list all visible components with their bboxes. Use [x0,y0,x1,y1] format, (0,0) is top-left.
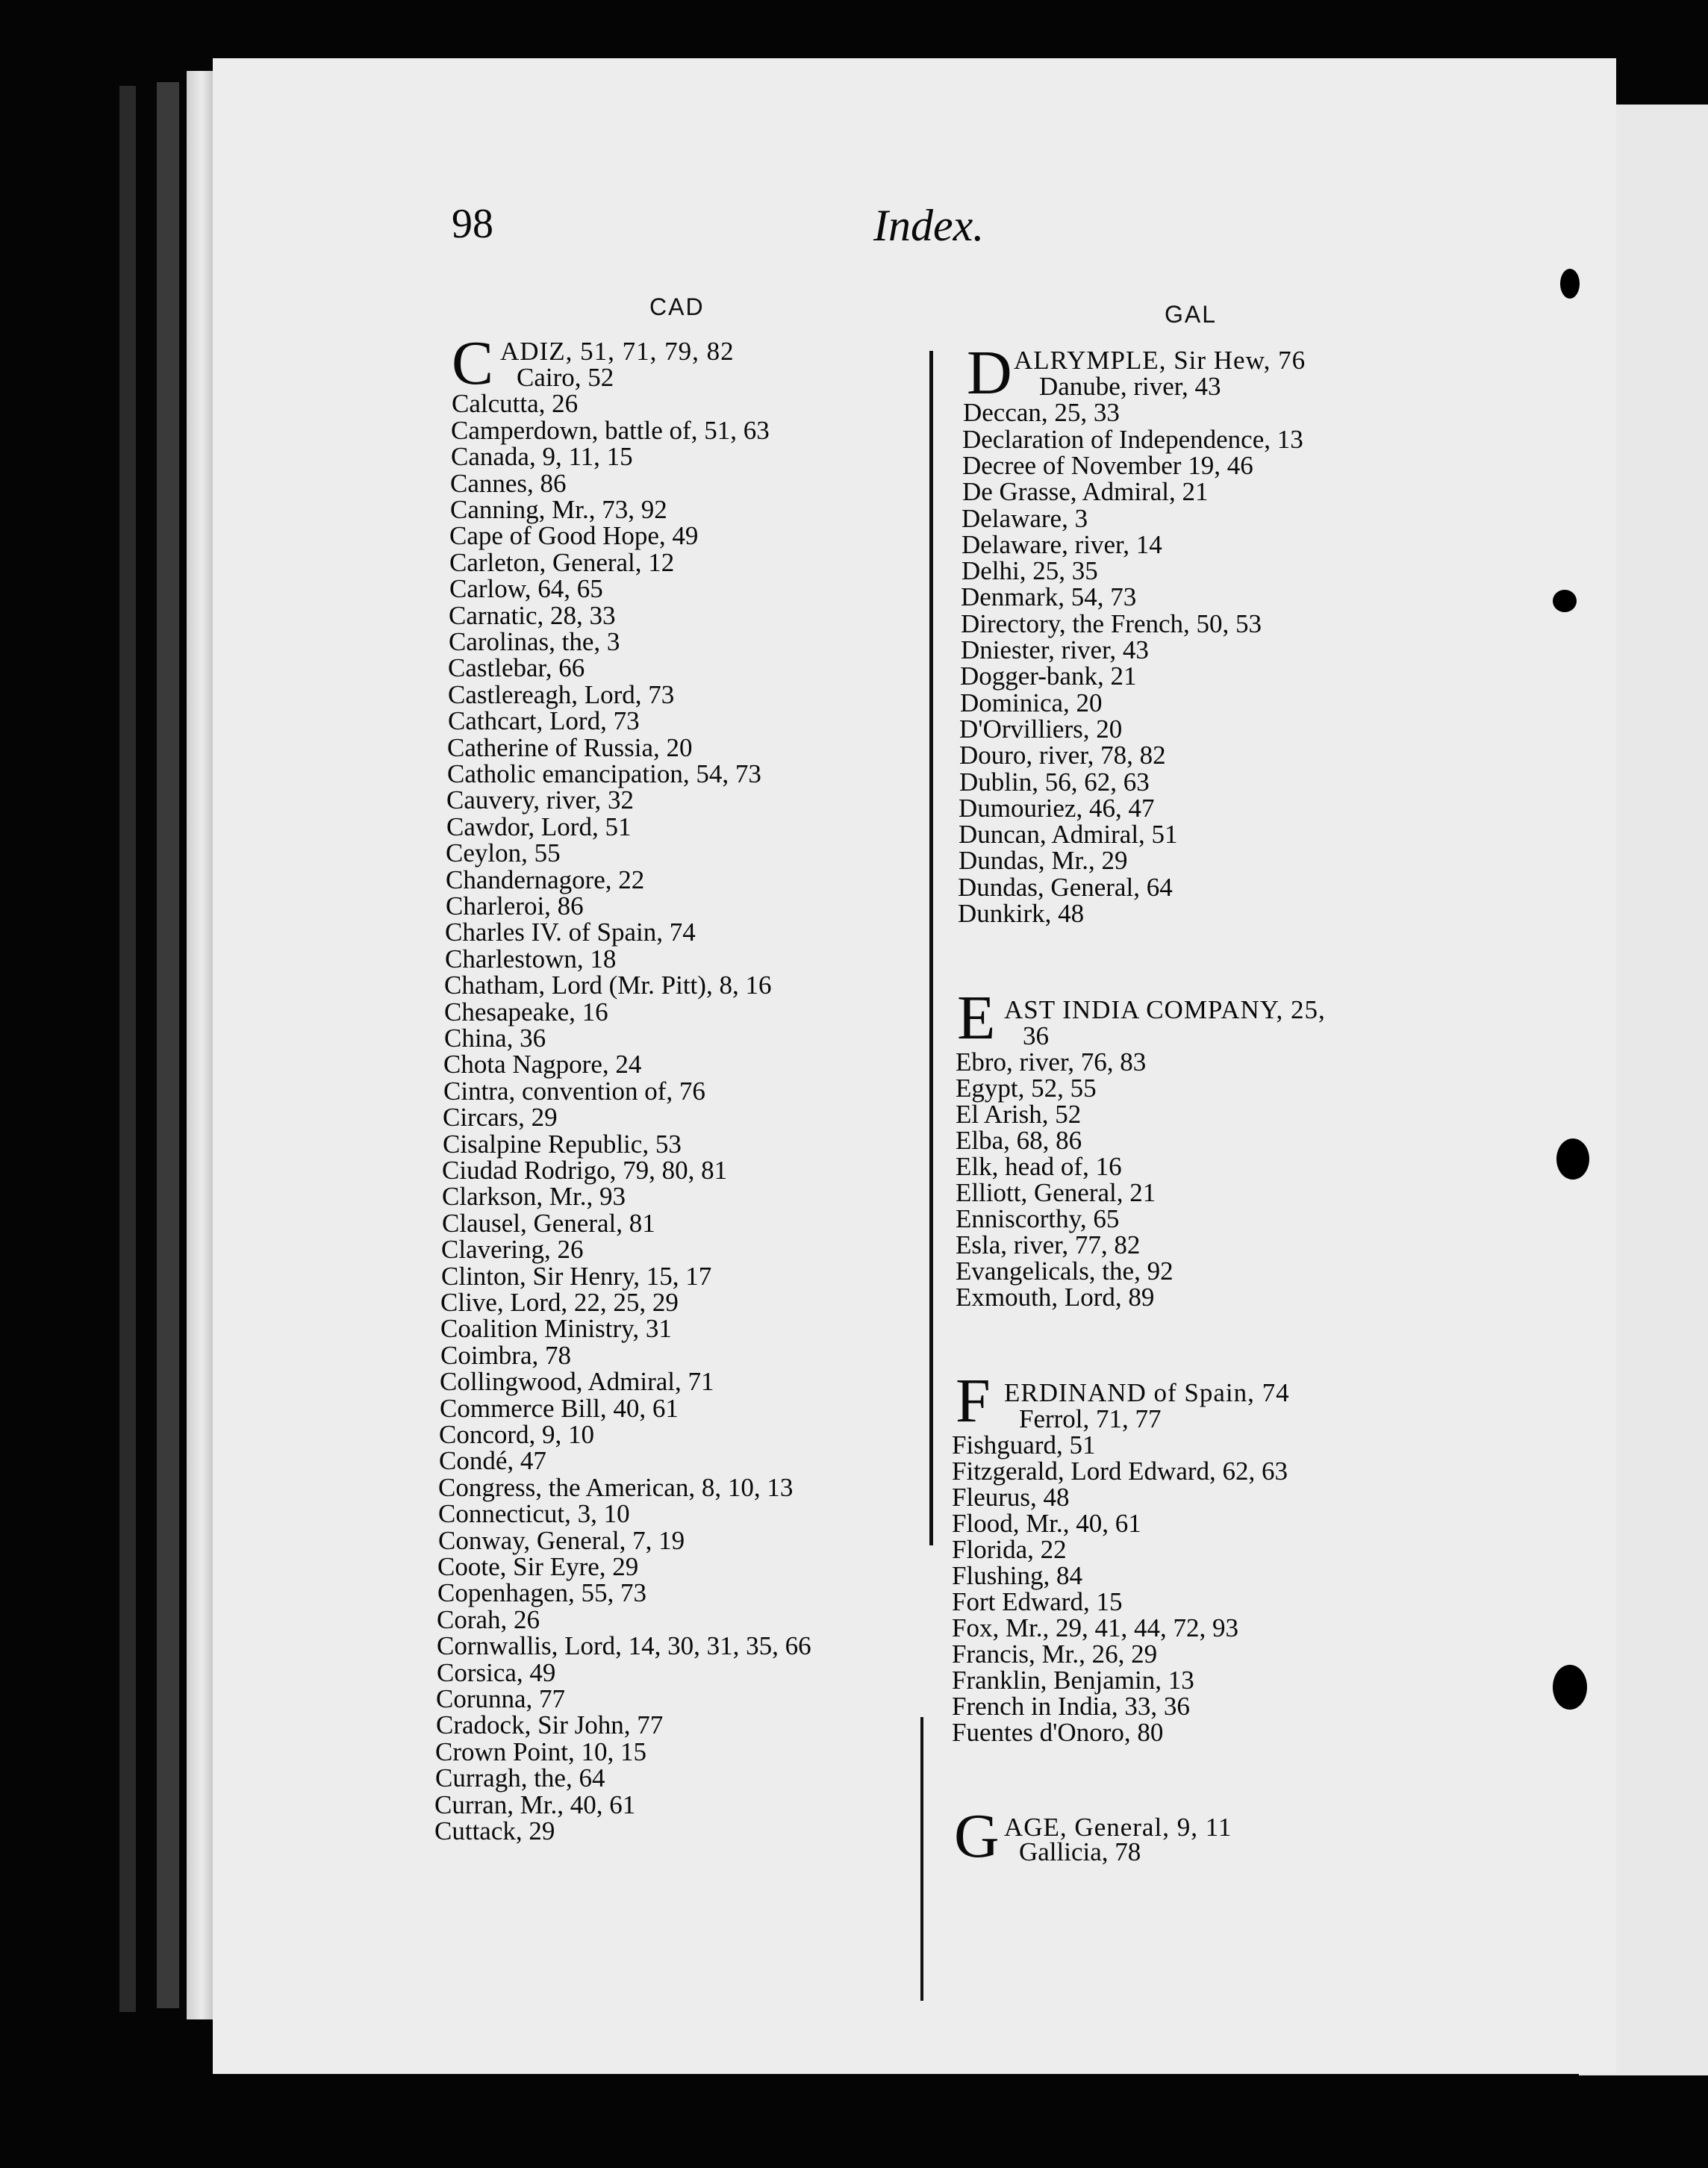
index-entry: Cradock, Sir John, 77 [436,1710,664,1739]
index-entry-first: ADIZ, 51, 71, 79, 82 [500,337,735,366]
index-entry: Cairo, 52 [517,363,614,392]
index-entry: Egypt, 52, 55 [956,1074,1097,1103]
index-entry: Fort Edward, 15 [952,1587,1123,1616]
index-entry: Danube, river, 43 [1039,372,1221,401]
index-entry: Castlereagh, Lord, 73 [448,680,675,709]
index-entry-first: AGE, General, 9, 11 [1004,1813,1232,1842]
book-edge [157,82,179,2008]
index-entry: Curragh, the, 64 [435,1763,605,1792]
drop-cap-g: G [954,1801,1000,1871]
index-entry: Carlow, 64, 65 [449,574,603,603]
index-entry: Concord, 9, 10 [439,1420,595,1449]
index-entry: Cisalpine Republic, 53 [443,1130,682,1159]
drop-cap-d: D [967,338,1012,408]
index-entry: Catholic emancipation, 54, 73 [447,759,761,788]
index-entry: Cornwallis, Lord, 14, 30, 31, 35, 66 [437,1631,811,1660]
index-entry: Commerce Bill, 40, 61 [440,1394,679,1423]
index-entry: Curran, Mr., 40, 61 [434,1790,636,1819]
index-entry: Dogger-bank, 21 [960,661,1137,691]
index-entry: Carnatic, 28, 33 [449,601,616,630]
drop-cap-e: E [957,983,996,1053]
column-rule [929,351,933,1545]
index-entry: Dniester, river, 43 [961,635,1149,664]
index-entry: Charlestown, 18 [445,944,617,974]
binding-mark [1556,1138,1589,1180]
index-entry: Elk, head of, 16 [956,1152,1122,1181]
page-stack-edge [187,71,216,2019]
index-entry: Elba, 68, 86 [956,1126,1082,1155]
index-entry: Elliott, General, 21 [956,1178,1156,1207]
index-entry: China, 36 [444,1024,546,1053]
index-entry: Chesapeake, 16 [444,997,608,1027]
index-entry: Clarkson, Mr., 93 [442,1182,626,1211]
binding-mark [1553,590,1577,612]
index-entry: Dublin, 56, 62, 63 [959,767,1150,797]
index-entry: Dundas, Mr., 29 [959,846,1128,875]
index-entry: Corsica, 49 [437,1658,556,1687]
index-entry-first: ALRYMPLE, Sir Hew, 76 [1014,346,1306,375]
index-entry: Ceylon, 55 [446,838,561,867]
index-entry: Douro, river, 78, 82 [959,741,1166,770]
index-entry: Ferrol, 71, 77 [1019,1404,1162,1433]
index-entry: Cape of Good Hope, 49 [449,521,699,550]
index-entry: Condé, 47 [439,1446,546,1475]
index-entry: Coote, Sir Eyre, 29 [437,1552,639,1581]
index-entry: Clausel, General, 81 [442,1209,655,1238]
index-entry: Connecticut, 3, 10 [438,1499,630,1528]
index-entry: Enniscorthy, 65 [956,1204,1120,1233]
index-entry: Canada, 9, 11, 15 [451,442,633,471]
index-entry: Corunna, 77 [436,1684,566,1713]
index-entry: El Arish, 52 [956,1100,1082,1129]
index-entry: Collingwood, Admiral, 71 [440,1367,714,1396]
index-entry: Catherine of Russia, 20 [447,733,693,762]
index-entry-first: AST INDIA COMPANY, 25, [1004,995,1326,1024]
index-entry: Declaration of Independence, 13 [962,425,1303,454]
drop-cap-f: F [956,1366,991,1436]
index-entry-continuation: 36 [1023,1021,1049,1050]
index-entry: Dominica, 20 [960,688,1103,717]
index-entry-first: ERDINAND of Spain, 74 [1004,1378,1290,1407]
index-entry: Camperdown, battle of, 51, 63 [451,416,770,445]
index-entry: French in India, 33, 36 [952,1692,1190,1721]
index-entry: Clavering, 26 [441,1235,584,1264]
index-entry: Dumouriez, 46, 47 [959,794,1155,823]
index-entry: Cintra, convention of, 76 [443,1077,705,1106]
index-entry: Dundas, General, 64 [958,873,1173,902]
column-rule [920,1717,923,2001]
index-entry: Ebro, river, 76, 83 [956,1047,1147,1077]
index-entry: Chatham, Lord (Mr. Pitt), 8, 16 [444,971,772,1000]
index-entry: Coimbra, 78 [440,1341,571,1370]
index-entry: Franklin, Benjamin, 13 [952,1666,1194,1695]
index-entry: Francis, Mr., 26, 29 [952,1639,1158,1669]
index-entry: Fox, Mr., 29, 41, 44, 72, 93 [952,1613,1239,1642]
index-entry: Cannes, 86 [450,469,567,498]
index-entry: Denmark, 54, 73 [961,582,1137,611]
index-entry: Delhi, 25, 35 [961,556,1098,585]
index-entry: Flood, Mr., 40, 61 [952,1509,1141,1538]
page-number: 98 [452,201,493,247]
index-entry: Fuentes d'Onoro, 80 [952,1718,1164,1747]
index-entry: Cauvery, river, 32 [446,785,634,814]
binding-mark [1560,269,1580,299]
index-entry: Dunkirk, 48 [958,899,1085,928]
index-entry: Gallicia, 78 [1019,1837,1141,1866]
binding-mark [1553,1665,1587,1710]
index-entry: Charleroi, 86 [446,891,584,921]
index-entry: Conway, General, 7, 19 [438,1526,685,1555]
index-entry: Congress, the American, 8, 10, 13 [438,1473,794,1502]
index-entry: Cathcart, Lord, 73 [448,706,640,735]
index-entry: Coalition Ministry, 31 [440,1314,672,1343]
index-entry: Carleton, General, 12 [449,548,675,577]
index-entry: Clinton, Sir Henry, 15, 17 [441,1262,712,1291]
index-entry: De Grasse, Admiral, 21 [962,477,1209,506]
index-entry: Cuttack, 29 [434,1816,555,1845]
index-page [213,58,1616,2074]
index-entry: Castlebar, 66 [448,653,585,682]
running-head-right: GAL [1165,301,1218,328]
page-title: Index. [873,201,985,250]
index-entry: D'Orvilliers, 20 [959,714,1123,744]
index-entry: Cawdor, Lord, 51 [446,812,632,841]
index-entry: Duncan, Admiral, 51 [959,820,1178,849]
index-entry: Esla, river, 77, 82 [956,1230,1141,1259]
index-entry: Chota Nagpore, 24 [443,1050,642,1079]
index-entry: Clive, Lord, 22, 25, 29 [440,1288,679,1317]
index-entry: Fleurus, 48 [952,1483,1070,1512]
index-entry: Corah, 26 [437,1605,540,1634]
running-head-left: CAD [649,293,705,320]
index-entry: Canning, Mr., 73, 92 [450,495,667,524]
index-entry: Calcutta, 26 [452,389,579,418]
index-entry: Circars, 29 [443,1103,558,1132]
index-entry: Directory, the French, 50, 53 [961,609,1262,638]
index-entry: Delaware, river, 14 [961,530,1162,559]
index-entry: Evangelicals, the, 92 [956,1256,1174,1286]
index-entry: Copenhagen, 55, 73 [437,1578,646,1607]
index-entry: Crown Point, 10, 15 [435,1737,646,1766]
index-entry: Ciudad Rodrigo, 79, 80, 81 [442,1156,728,1185]
index-entry: Chandernagore, 22 [446,865,645,894]
index-entry: Fishguard, 51 [952,1430,1096,1460]
book-edge [119,86,136,2012]
index-entry: Exmouth, Lord, 89 [956,1283,1155,1312]
index-entry: Deccan, 25, 33 [963,398,1120,427]
drop-cap-c: C [452,328,494,398]
index-entry: Florida, 22 [952,1535,1067,1564]
index-entry: Flushing, 84 [952,1561,1083,1590]
index-entry: Fitzgerald, Lord Edward, 62, 63 [952,1457,1288,1486]
index-entry: Decree of November 19, 46 [962,451,1253,480]
index-entry: Delaware, 3 [961,504,1088,533]
index-entry: Charles IV. of Spain, 74 [445,918,696,947]
index-entry: Carolinas, the, 3 [449,627,620,656]
